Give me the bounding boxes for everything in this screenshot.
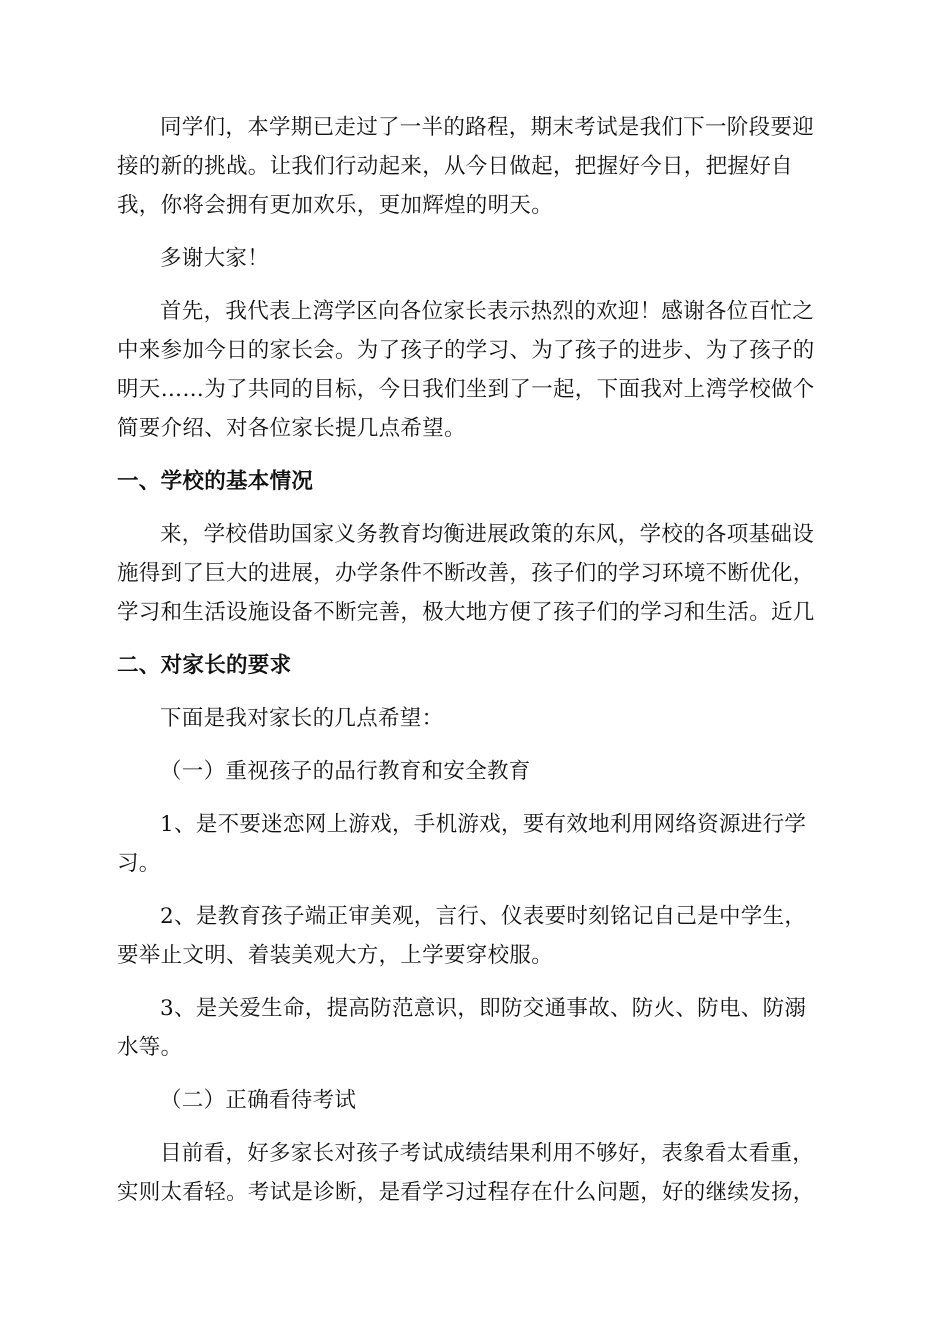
- paragraph-exams: [117, 1134, 833, 1212]
- subheading-moral-safety: [117, 752, 833, 791]
- section-heading-parent-requirements: 二、对家长的要求: [117, 653, 292, 678]
- text-line: 习。: [117, 851, 161, 876]
- text-line: 来，学校借助国家义务教育均衡进展政策的东风，学校的各项基础设: [160, 522, 815, 547]
- text-line: 明天……为了共同的目标，今日我们坐到了一起，下面我对上湾学校做个: [117, 377, 815, 402]
- text-line: 下面是我对家长的几点希望：: [160, 706, 444, 731]
- text-line: 目前看，好多家长对孩子考试成绩结果利用不够好，表象看太看重，: [160, 1141, 815, 1166]
- text-line: 我，你将会拥有更加欢乐，更加辉煌的明天。: [117, 193, 554, 218]
- text-line: （二）正确看待考试: [160, 1088, 357, 1113]
- subheading-exams: [117, 1081, 833, 1120]
- text-line: 施得到了巨大的进展，办学条件不断改善，孩子们的学习环境不断优化，: [117, 561, 815, 586]
- text-line: 中来参加今日的家长会。为了孩子的学习、为了孩子的进步、为了孩子的: [117, 338, 815, 363]
- list-item-1: [117, 805, 833, 883]
- text-line: 学习和生活设施设备不断完善，极大地方便了孩子们的学习和生活。近几: [117, 600, 815, 625]
- text-line: 2、是教育孩子端正审美观，言行、仪表要时刻铭记自己是中学生，: [160, 904, 807, 929]
- paragraph-encouragement: [117, 108, 833, 225]
- text-line: 首先，我代表上湾学区向各位家长表示热烈的欢迎！感谢各位百忙之: [160, 299, 815, 324]
- text-line: （一）重视孩子的品行教育和安全教育: [160, 759, 531, 784]
- text-line: 要举止文明、着装美观大方，上学要穿校服。: [117, 943, 554, 968]
- document-page: [117, 108, 833, 1212]
- text-line: 1、是不要迷恋网上游戏，手机游戏，要有效地利用网络资源进行学: [160, 812, 807, 837]
- text-line: 同学们，本学期已走过了一半的路程，期末考试是我们下一阶段要迎: [160, 115, 815, 140]
- text-line: 接的新的挑战。让我们行动起来，从今日做起，把握好今日，把握好自: [117, 154, 793, 179]
- text-line: 水等。: [117, 1035, 183, 1060]
- list-item-2: [117, 897, 833, 975]
- text-line: 简要介绍、对各位家长提几点希望。: [117, 416, 466, 441]
- paragraph-welcome: [117, 292, 833, 448]
- paragraph-school-overview: [117, 515, 833, 632]
- text-line: 3、是关爱生命，提高防范意识，即防交通事故、防火、防电、防溺: [160, 996, 807, 1021]
- paragraph-hopes-intro: [117, 699, 833, 738]
- paragraph-thanks: [117, 239, 833, 278]
- section-heading-school-overview: 一、学校的基本情况: [117, 469, 314, 494]
- list-item-3: [117, 989, 833, 1067]
- text-line: 多谢大家！: [160, 246, 270, 271]
- text-line: 实则太看轻。考试是诊断，是看学习过程存在什么问题，好的继续发扬，: [117, 1180, 815, 1205]
